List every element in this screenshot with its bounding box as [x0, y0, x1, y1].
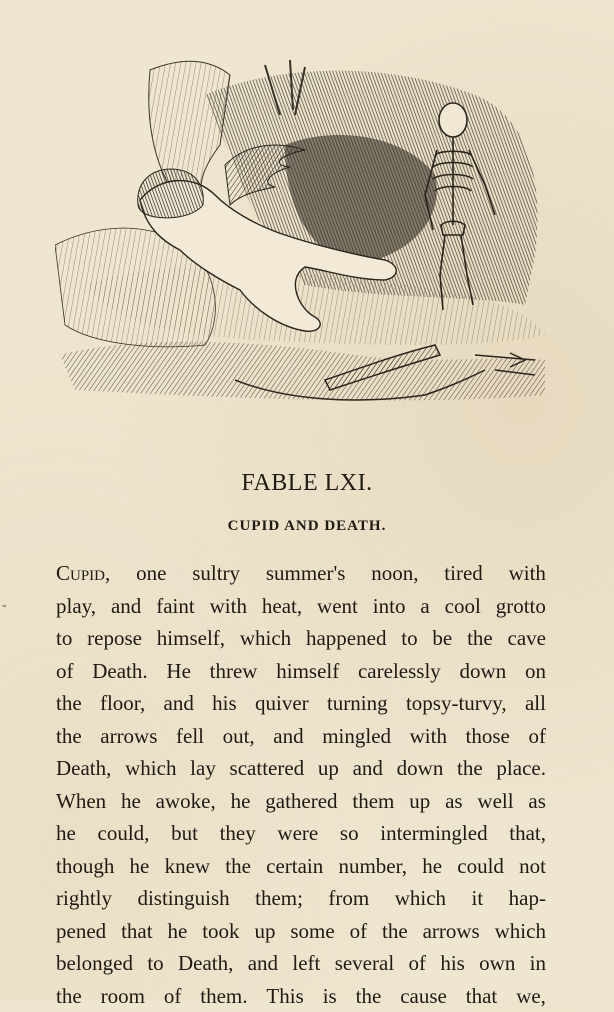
text-word: of	[56, 655, 74, 688]
text-word: own	[479, 947, 515, 980]
text-word: to	[147, 947, 163, 980]
text-word: quiver	[255, 687, 309, 720]
text-word: mingled	[322, 720, 391, 753]
text-word: cave	[508, 622, 546, 655]
text-word: the	[382, 915, 408, 948]
text-word: which	[125, 752, 176, 785]
text-word: awoke,	[156, 785, 216, 818]
text-word: out,	[223, 720, 255, 753]
text-line	[56, 947, 546, 980]
text-word: Death,	[56, 752, 111, 785]
text-word: his	[440, 947, 465, 980]
text-word: to	[401, 622, 417, 655]
text-word: cool	[445, 590, 481, 623]
text-word: which	[395, 882, 446, 915]
text-word: himself,	[157, 622, 225, 655]
text-word: though	[56, 850, 114, 883]
text-word: the	[356, 980, 382, 1012]
text-word: that,	[509, 817, 546, 850]
text-word: room	[101, 980, 145, 1012]
text-line	[56, 557, 546, 590]
text-word: and	[248, 947, 278, 980]
text-word: to	[56, 622, 72, 655]
text-line	[56, 752, 546, 785]
fable-title: FABLE LXI.	[0, 470, 614, 497]
text-word: with	[210, 590, 247, 623]
text-word: distinguish	[137, 882, 229, 915]
text-line	[56, 622, 546, 655]
text-word: he	[121, 785, 141, 818]
text-word: left	[292, 947, 320, 980]
text-word: faint	[156, 590, 194, 623]
text-word: up	[409, 785, 430, 818]
text-word: threw	[210, 655, 258, 688]
text-word: himself	[276, 655, 339, 688]
text-word: summer's	[266, 557, 346, 590]
text-word: is	[323, 980, 337, 1012]
text-word: and	[164, 687, 194, 720]
text-word: number,	[338, 850, 407, 883]
text-word: arrows	[100, 720, 157, 753]
text-line	[56, 655, 546, 688]
text-word: the	[225, 850, 251, 883]
text-word: tired	[444, 557, 482, 590]
text-word: belonged	[56, 947, 133, 980]
text-word: took	[202, 915, 239, 948]
text-word: When	[56, 785, 106, 818]
text-word: he	[167, 915, 187, 948]
text-word: Death.	[92, 655, 147, 688]
text-word: well	[477, 785, 513, 818]
text-word: and	[273, 720, 303, 753]
text-word: place.	[496, 752, 546, 785]
text-word: them	[352, 785, 394, 818]
text-word: as	[528, 785, 546, 818]
text-word: into	[373, 590, 406, 623]
text-line	[56, 915, 546, 948]
text-line	[56, 882, 546, 915]
text-word: scattered	[230, 752, 305, 785]
text-word: grotto	[496, 590, 546, 623]
text-word: some	[290, 915, 334, 948]
text-word: arrows	[423, 915, 480, 948]
text-word: certain	[266, 850, 323, 883]
text-word: repose	[87, 622, 142, 655]
text-word: floor,	[100, 687, 145, 720]
text-word: down	[460, 655, 507, 688]
text-word: a	[420, 590, 429, 623]
text-word: those	[466, 720, 510, 753]
text-word: happened	[306, 622, 386, 655]
text-word: of	[164, 980, 182, 1012]
text-word: his	[212, 687, 237, 720]
text-word: one	[136, 557, 166, 590]
text-word: the	[56, 980, 82, 1012]
text-line	[56, 785, 546, 818]
cupid-and-death-engraving-icon	[55, 55, 550, 410]
text-word: several	[335, 947, 394, 980]
text-word: on	[525, 655, 546, 688]
text-word: turning	[327, 687, 388, 720]
text-word: Cupid,	[56, 557, 110, 590]
text-line	[56, 817, 546, 850]
text-word: so	[340, 817, 359, 850]
text-word: not	[519, 850, 546, 883]
text-word: but	[171, 817, 198, 850]
text-word: heat,	[262, 590, 302, 623]
text-word: He	[166, 655, 191, 688]
text-word: them.	[200, 980, 247, 1012]
text-word: noon,	[371, 557, 418, 590]
text-line	[56, 850, 546, 883]
text-word: were	[277, 817, 318, 850]
text-word: play,	[56, 590, 96, 623]
text-word: of	[528, 720, 546, 753]
text-word: the	[56, 687, 82, 720]
text-word: hap-	[509, 882, 546, 915]
text-word: intermingled	[380, 817, 487, 850]
text-line	[56, 687, 546, 720]
text-word: which	[240, 622, 291, 655]
text-word: that	[466, 980, 498, 1012]
text-word: it	[472, 882, 484, 915]
text-word: could,	[98, 817, 150, 850]
text-word: the	[467, 622, 493, 655]
text-word: went	[317, 590, 358, 623]
text-line	[56, 980, 546, 1012]
text-word: and	[111, 590, 141, 623]
text-word: with	[410, 720, 447, 753]
text-word: he	[130, 850, 150, 883]
text-word: he	[56, 817, 76, 850]
text-word: all	[525, 687, 546, 720]
text-word: the	[56, 720, 82, 753]
text-word: could	[457, 850, 504, 883]
text-word: fell	[176, 720, 204, 753]
text-word: they	[220, 817, 256, 850]
text-word: pened	[56, 915, 106, 948]
text-word: carelessly	[358, 655, 441, 688]
text-word: that	[121, 915, 153, 948]
text-word: up	[254, 915, 275, 948]
text-word: as	[445, 785, 463, 818]
text-word: This	[266, 980, 303, 1012]
text-line	[56, 720, 546, 753]
margin-mark: -	[2, 598, 7, 614]
text-word: in	[530, 947, 546, 980]
text-word: be	[432, 622, 452, 655]
fable-subtitle: CUPID AND DEATH.	[0, 518, 614, 535]
text-word: from	[328, 882, 369, 915]
fable-text	[56, 557, 546, 1012]
text-line	[56, 590, 546, 623]
text-word: he	[231, 785, 251, 818]
text-word: and	[353, 752, 383, 785]
text-word: topsy-turvy,	[406, 687, 507, 720]
text-word: with	[509, 557, 546, 590]
text-word: gathered	[265, 785, 337, 818]
text-word: he	[422, 850, 442, 883]
text-word: of	[350, 915, 368, 948]
text-word: knew	[165, 850, 211, 883]
text-word: sultry	[192, 557, 240, 590]
text-word: which	[495, 915, 546, 948]
text-word: we,	[516, 980, 546, 1012]
text-word: them;	[255, 882, 303, 915]
text-word: Death,	[178, 947, 233, 980]
text-word: up	[318, 752, 339, 785]
text-word: cause	[400, 980, 447, 1012]
text-word: of	[408, 947, 426, 980]
text-word: the	[457, 752, 483, 785]
text-word: down	[397, 752, 444, 785]
text-word: lay	[190, 752, 216, 785]
text-word: rightly	[56, 882, 112, 915]
